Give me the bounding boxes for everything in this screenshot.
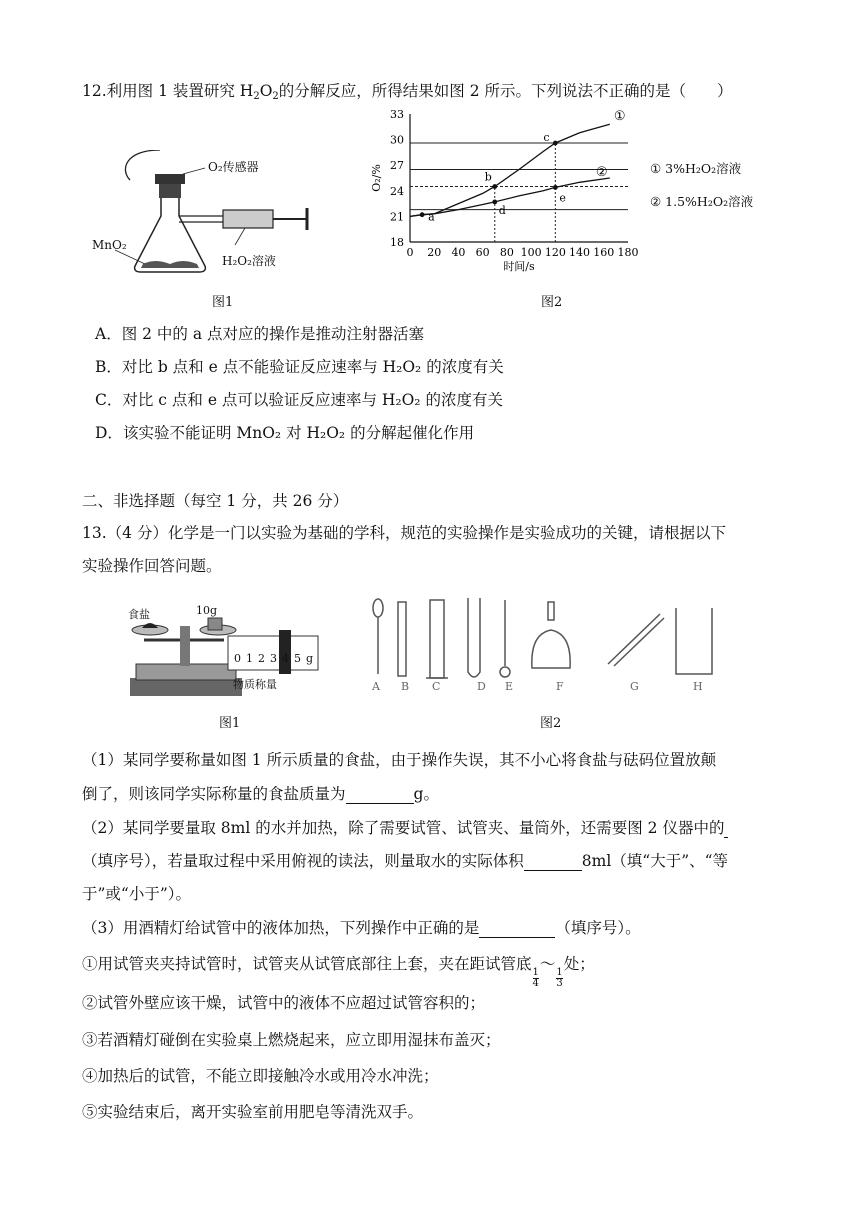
y-tick-label: 30 xyxy=(390,133,404,147)
data-point-d xyxy=(492,199,497,204)
x-tick-label: 20 xyxy=(427,246,442,259)
statement-4: ④加热后的试管，不能立即接触冷水或用冷水冲洗； xyxy=(82,1067,439,1085)
part2-text: 8ml（填“大于”、“等 xyxy=(581,852,729,870)
series-line-1 xyxy=(410,124,610,216)
q12-fig1-caption: 图1 xyxy=(212,295,234,310)
option-text: 该实验不能证明 MnO₂ 对 H₂O₂ 的分解起催化作用 xyxy=(122,424,475,442)
instrument-letter-h: H xyxy=(693,680,703,693)
section-heading: 二、非选择题（每空 1 分，共 26 分） xyxy=(82,492,349,510)
option-letter: B． xyxy=(95,358,122,376)
option-letter: A． xyxy=(95,325,122,343)
q13-fig1-caption: 图1 xyxy=(219,716,241,731)
x-tick-label: 40 xyxy=(451,246,466,259)
sensor-label: O₂传感器 xyxy=(208,160,259,174)
y-tick-label: 18 xyxy=(390,236,404,249)
instrument-letter-e: E xyxy=(505,680,514,693)
option-b xyxy=(95,355,504,377)
statement-5: ⑤实验结束后，离开实验室前用肥皂等清洗双手。 xyxy=(82,1103,424,1121)
tick: 0 xyxy=(234,652,246,665)
answer-blank-1[interactable] xyxy=(346,785,414,804)
point-label-c: c xyxy=(543,131,550,145)
data-point-b xyxy=(492,184,497,189)
answer-blank-3[interactable] xyxy=(524,852,582,871)
answer-blank-4[interactable] xyxy=(479,919,555,938)
option-d xyxy=(95,421,474,443)
tick: 5g xyxy=(294,652,319,665)
y-tick-label: 21 xyxy=(390,210,404,224)
fraction-denominator: 3 xyxy=(556,978,563,989)
series-line-2 xyxy=(410,178,610,216)
ruler-ticks xyxy=(234,652,318,665)
part1-line2 xyxy=(82,782,439,804)
tick: 3 xyxy=(270,652,282,665)
option-c xyxy=(95,388,503,410)
tilde: ～ xyxy=(539,955,556,973)
point-label-e: e xyxy=(559,191,566,205)
fraction-numerator: 1 xyxy=(556,967,563,978)
q13-stem-line2: 实验操作回答问题。 xyxy=(82,557,222,575)
q12-apparatus-figure xyxy=(85,150,325,280)
option-text: 图 2 中的 a 点对应的操作是推动注射器活塞 xyxy=(121,325,425,343)
option-text: 对比 c 点和 e 点可以验证反应速率与 H₂O₂ 的浓度有关 xyxy=(122,391,503,409)
instrument-letter-f: F xyxy=(556,680,564,693)
ruler-label: 物质称量 xyxy=(233,678,277,691)
y-axis-label: O₂/% xyxy=(370,164,383,192)
option-letter: D． xyxy=(95,424,123,442)
q12-stem: 12.利用图 1 装置研究 $H_2O_2$的分解反应，所得结果如图 2 所示。下列说法不正确的是（ ） xyxy=(82,82,733,102)
salt-label: 食盐 xyxy=(128,608,150,621)
fraction-third xyxy=(556,968,562,989)
part2-line2 xyxy=(82,849,728,871)
data-point-e xyxy=(553,185,558,190)
x-tick-label: 60 xyxy=(475,246,490,259)
fraction-numerator: 1 xyxy=(532,967,539,978)
point-label-d: d xyxy=(498,203,506,217)
fraction-quarter xyxy=(533,968,539,989)
q12-stem-part: 的分解反应，所得结果如图 2 所示。下列说法不正确的是（ ） xyxy=(278,82,733,100)
instrument-letter-a: A xyxy=(372,680,380,693)
x-tick-label: 180 xyxy=(617,246,639,259)
statement-1 xyxy=(82,952,595,989)
statement-text: 处； xyxy=(563,955,595,973)
weight-label: 10g xyxy=(196,604,218,617)
instrument-letter-g: G xyxy=(630,680,639,693)
x-tick-label: 120 xyxy=(544,246,566,259)
part3-text: （3）用酒精灯给试管中的液体加热，下列操作中正确的是 xyxy=(82,919,480,937)
part3-line1 xyxy=(82,916,641,938)
y-tick-label: 24 xyxy=(390,184,404,198)
option-a xyxy=(95,322,424,344)
point-label-a: a xyxy=(428,210,435,224)
data-point-c xyxy=(553,141,558,146)
y-tick-label: 33 xyxy=(390,108,404,121)
instruments-figure xyxy=(360,594,720,694)
statement-text: ①用试管夹夹持试管时，试管夹从试管底部往上套，夹在距试管底 xyxy=(82,955,532,973)
point-label-b: b xyxy=(484,170,492,184)
legend-item-1: ① 3%H₂O₂溶液 xyxy=(650,161,742,176)
q12-stem-part: 12.利用图 1 装置研究 H xyxy=(82,82,254,100)
x-tick-label: 80 xyxy=(499,246,514,259)
balance-figure xyxy=(124,600,324,700)
q13-stem-line1: 13.（4 分）化学是一门以实验为基础的学科，规范的实验操作是实验成功的关键，请根据以下 xyxy=(82,524,726,542)
legend-item-2: ② 1.5%H₂O₂溶液 xyxy=(650,194,754,209)
part1-unit: g。 xyxy=(413,785,439,803)
solution-label: H₂O₂溶液 xyxy=(222,254,276,268)
fraction-denominator: 4 xyxy=(532,978,539,989)
data-point-a xyxy=(420,212,425,217)
x-tick-label: 160 xyxy=(593,246,615,259)
part2-line1 xyxy=(82,816,728,838)
part2-text: （2）某同学要量取 8ml 的水并加热，除了需要试管、试管夹、量筒外，还需要图 2 仪器中的 xyxy=(82,819,725,837)
part1-line1: （1）某同学要称量如图 1 所示质量的食盐，由于操作失误，其不小心将食盐与砝码位置放颠 xyxy=(82,751,717,769)
answer-blank-2[interactable] xyxy=(724,819,728,838)
part2-line3: 于”或“小于”）。 xyxy=(82,885,192,903)
part2-text: （填序号），若量取过程中采用俯视的读法，则量取水的实际体积 xyxy=(82,852,524,870)
mno2-label: MnO₂ xyxy=(92,238,127,252)
x-axis-label: 时间/s xyxy=(503,260,535,273)
tick: 4 xyxy=(282,652,294,665)
part1-text: 倒了，则该同学实际称量的食盐质量为 xyxy=(82,785,346,803)
q12-stem-part: O xyxy=(259,82,273,100)
instrument-letter-c: C xyxy=(432,680,441,693)
statement-3: ③若酒精灯碰倒在实验桌上燃烧起来，应立即用湿抹布盖灭； xyxy=(82,1031,501,1049)
statement-2: ②试管外壁应该干燥，试管中的液体不应超过试管容积的； xyxy=(82,994,486,1012)
tick: 2 xyxy=(258,652,270,665)
q13-fig2-caption: 图2 xyxy=(540,716,562,731)
instrument-letter-d: D xyxy=(477,680,486,693)
curve-tag-1: ① xyxy=(613,109,626,125)
x-tick-label: 140 xyxy=(569,246,591,259)
instrument-letter-b: B xyxy=(401,680,410,693)
x-tick-label: 100 xyxy=(520,246,542,259)
tick: 1 xyxy=(246,652,258,665)
curve-tag-2: ② xyxy=(595,165,608,180)
part3-text: （填序号）。 xyxy=(555,919,641,937)
x-tick-label: 0 xyxy=(406,246,414,259)
y-tick-label: 27 xyxy=(390,159,404,173)
q12-fig2-caption: 图2 xyxy=(541,295,563,310)
option-text: 对比 b 点和 e 点不能验证反应速率与 H₂O₂ 的浓度有关 xyxy=(121,358,504,376)
option-letter: C． xyxy=(95,391,123,409)
